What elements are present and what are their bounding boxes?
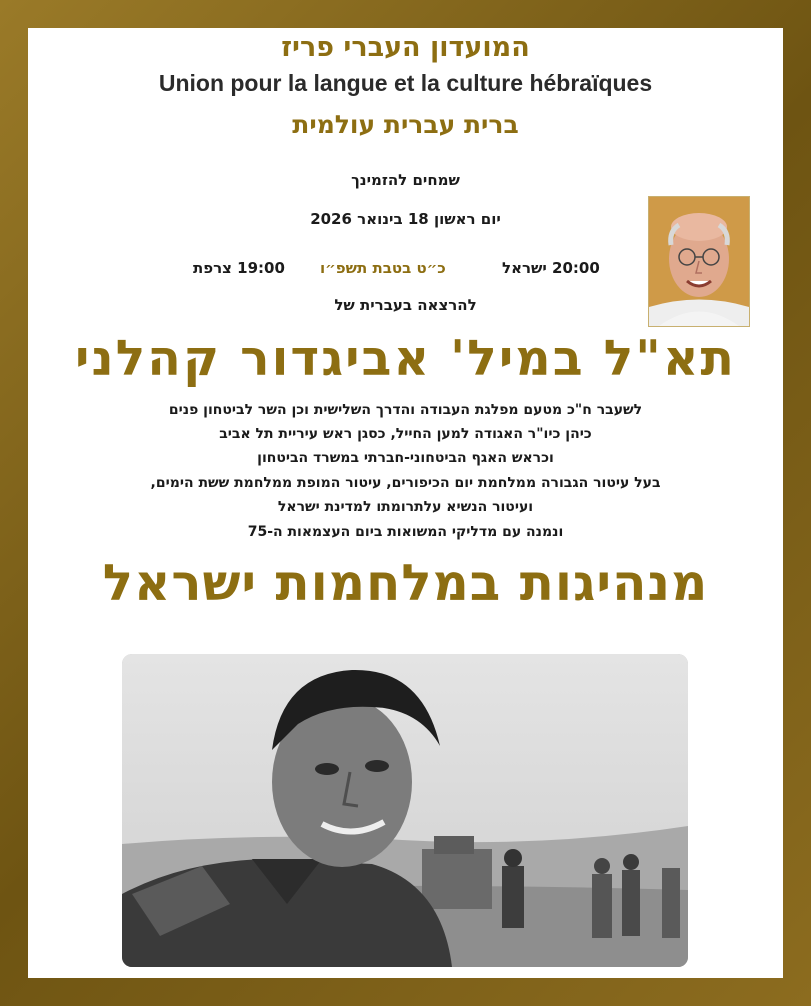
org-name-hebrew-secondary: ברית עברית עולמית (292, 110, 519, 139)
lecture-topic: מנהיגות במלחמות ישראל (102, 554, 709, 612)
hebrew-date: כ״ט בטבת תשפ״ו (320, 259, 446, 277)
speaker-portrait-image (649, 197, 749, 326)
speaker-bio-line: כיהן כיו"ר האגודה למען החייל, כסגן ראש עיריית תל אביב (219, 426, 592, 442)
org-name-french: Union pour la langue et la culture hébraïques (158, 70, 653, 96)
speaker-bio-line: ועיטור הנשיא עלתרומתו למדינת ישראל (277, 499, 534, 515)
speaker-bio-line: לשעבר ח"כ מטעם מפלגת העבודה והדרך השלישית וכן השר לביטחון פנים (168, 402, 643, 418)
lecture-intro: להרצאה בעברית של (334, 296, 477, 314)
speaker-bio-line: וכראש האגף הביטחוני-חברתי במשרד הביטחון (257, 450, 554, 466)
speaker-bio-line: ונמנה עם מדליקי המשואות ביום העצמאות ה-75 (247, 524, 564, 540)
historical-photo (122, 654, 688, 967)
speaker-name: תא"ל במיל' אביגדור קהלני (75, 330, 736, 387)
time-israel: 20:00 ישראל (502, 259, 600, 277)
speaker-portrait (648, 196, 750, 327)
time-paris: 19:00 צרפת (193, 259, 285, 277)
event-date: יום ראשון 18 בינואר 2026 (310, 210, 501, 228)
invite-text: שמחים להזמינך (351, 171, 460, 189)
historical-photo-image (122, 654, 688, 967)
poster-sheet (28, 28, 783, 978)
org-name-hebrew: המועדון העברי פריז (281, 32, 530, 63)
speaker-bio-line: בעל עיטור הגבורה ממלחמת יום הכיפורים, עיטור המופת ממלחמת ששת הימים, (150, 475, 661, 491)
